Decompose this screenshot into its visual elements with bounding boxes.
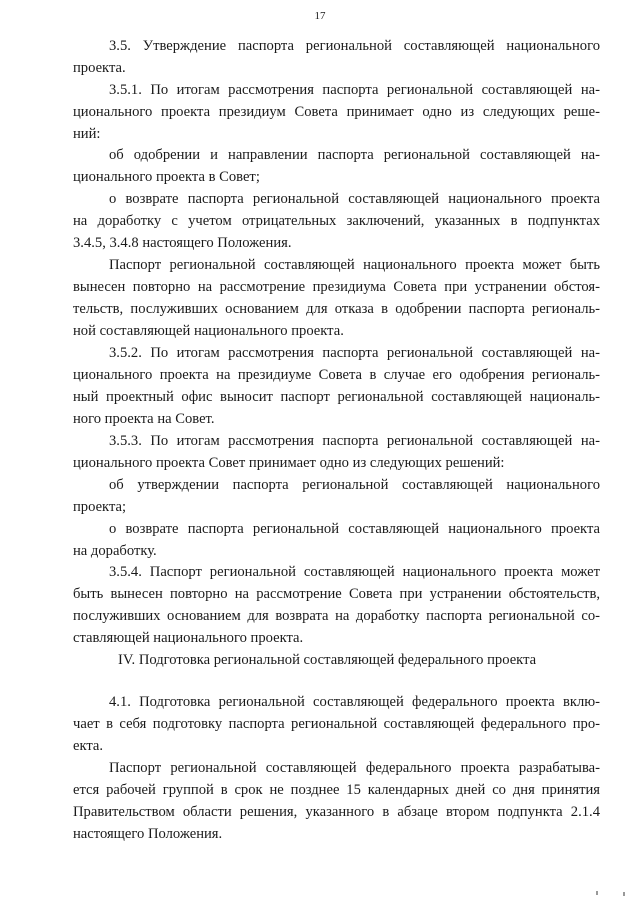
text-line: послуживших основанием для возврата на доработку паспорта региональной со- <box>73 608 600 624</box>
text-line: екта. <box>73 738 104 754</box>
text-line: ционального проекта на президиуме Совета в случае его одобрения региональ- <box>73 367 600 383</box>
text-line: Правительством области решения, указанного в абзаце втором подпункта 2.1.4 <box>73 804 600 820</box>
text-line: 3.5.3. По итогам рассмотрения паспорта региональной составляющей на- <box>109 433 600 449</box>
text-line: о возврате паспорта региональной составляющей национального проекта <box>109 191 600 207</box>
text-line: на доработку. <box>73 543 157 559</box>
text-line: проекта. <box>73 60 126 76</box>
section-heading: IV. Подготовка региональной составляющей федерального проекта <box>118 652 537 668</box>
text-line: на доработку с учетом отрицательных заключений, указанных в подпунктах <box>73 213 600 229</box>
text-line: 3.5. Утверждение паспорта региональной составляющей национального <box>109 38 600 54</box>
text-line: об утверждении паспорта региональной составляющей национального <box>109 477 600 493</box>
text-line: об одобрении и направлении паспорта региональной составляющей на- <box>109 147 600 163</box>
text-line: проекта; <box>73 499 127 515</box>
text-line: вынесен повторно на рассмотрение президиума Совета при устранении обстоя- <box>73 279 600 295</box>
text-line: 3.5.4. Паспорт региональной составляющей национального проекта может <box>109 564 600 580</box>
page-number: 17 <box>314 10 326 22</box>
text-line: 3.4.5, 3.4.8 настоящего Положения. <box>73 235 292 251</box>
text-line: Паспорт региональной составляющей федерального проекта разрабатыва- <box>109 760 600 776</box>
text-line: ционального проекта президиум Совета принимает одно из следующих реше- <box>73 104 600 120</box>
text-line: 4.1. Подготовка региональной составляющей федерального проекта вклю- <box>109 694 600 710</box>
text-line: 3.5.2. По итогам рассмотрения паспорта региональной составляющей на- <box>109 345 600 361</box>
text-line: 3.5.1. По итогам рассмотрения паспорта региональной составляющей на- <box>109 82 600 98</box>
text-line: ционального проекта Совет принимает одно из следующих решений: <box>73 455 505 471</box>
text-line: ний: <box>73 126 101 142</box>
scan-mark <box>596 891 598 895</box>
text-line: быть вынесен повторно на рассмотрение Совета при устранении обстоятельств, <box>73 586 600 602</box>
scan-mark <box>623 892 625 896</box>
text-line: чает в себя подготовку паспорта региональной составляющей федерального про- <box>73 716 600 732</box>
text-line: ного проекта на Совет. <box>73 411 215 427</box>
text-line: ционального проекта в Совет; <box>73 169 260 185</box>
text-line: ется рабочей группой в срок не позднее 15 календарных дней со дня принятия <box>73 782 600 798</box>
text-line: Паспорт региональной составляющей национального проекта может быть <box>109 257 600 273</box>
text-line: ный проектный офис выносит паспорт региональной составляющей националь- <box>73 389 600 405</box>
text-line: настоящего Положения. <box>73 826 223 842</box>
text-line: тельств, послуживших основанием для отказа в одобрении паспорта региональ- <box>73 301 600 317</box>
text-line: ставляющей национального проекта. <box>73 630 304 646</box>
text-line: о возврате паспорта региональной составляющей национального проекта <box>109 521 600 537</box>
text-line: ной составляющей национального проекта. <box>73 323 344 339</box>
